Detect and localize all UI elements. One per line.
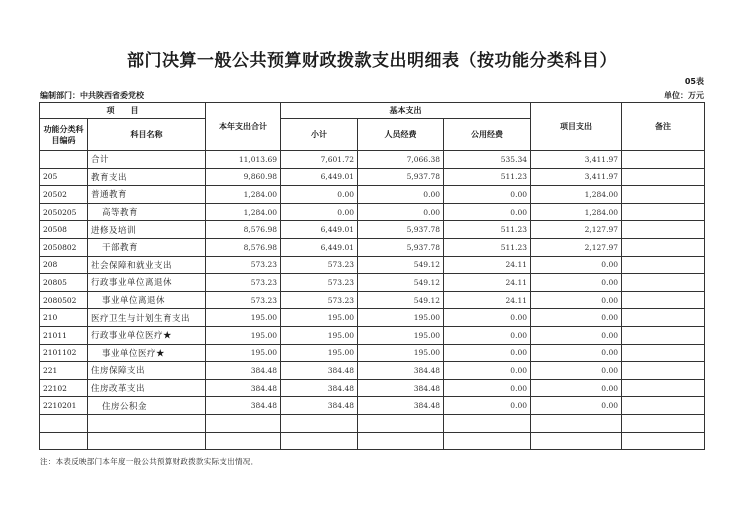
row-public: 535.34 (444, 151, 531, 169)
row-project-expenditure: 2,127.97 (531, 221, 622, 239)
row-name: 进修及培训 (88, 221, 206, 239)
row-subtotal: 195.00 (281, 309, 358, 327)
row-remarks (622, 151, 705, 169)
row-name: 社会保障和就业支出 (88, 256, 206, 274)
row-code: 205 (40, 168, 88, 186)
row-personnel: 7,066.38 (358, 151, 444, 169)
row-personnel: 5,937.78 (358, 221, 444, 239)
row-project-expenditure: 3,411.97 (531, 151, 622, 169)
row-public (444, 432, 531, 450)
row-project-expenditure (531, 432, 622, 450)
row-public: 0.00 (444, 397, 531, 415)
footnote: 注：本表反映部门本年度一般公共预算财政拨款实际支出情况． (40, 457, 259, 466)
row-project-expenditure: 1,284.00 (531, 203, 622, 221)
row-personnel: 384.48 (358, 397, 444, 415)
row-remarks (622, 238, 705, 256)
row-remarks (622, 379, 705, 397)
row-total: 1,284.00 (206, 186, 281, 204)
row-code: 208 (40, 256, 88, 274)
row-code (40, 414, 88, 432)
row-code: 2050802 (40, 238, 88, 256)
row-name: 住房保障支出 (88, 362, 206, 380)
row-personnel: 195.00 (358, 344, 444, 362)
row-total: 11,013.69 (206, 151, 281, 169)
row-total: 384.48 (206, 362, 281, 380)
row-public (444, 414, 531, 432)
row-project-expenditure: 0.00 (531, 291, 622, 309)
department-label: 编制部门：中共陕西省委党校 (40, 91, 144, 100)
row-project-expenditure: 1,284.00 (531, 186, 622, 204)
table-row (40, 291, 705, 309)
row-personnel: 0.00 (358, 186, 444, 204)
row-public: 0.00 (444, 326, 531, 344)
row-code: 2080502 (40, 291, 88, 309)
form-number: 05表 (684, 77, 704, 86)
row-project-expenditure: 0.00 (531, 326, 622, 344)
row-total: 1,284.00 (206, 203, 281, 221)
row-project-expenditure: 0.00 (531, 379, 622, 397)
row-code: 221 (40, 362, 88, 380)
table-row (40, 379, 705, 397)
table-row (40, 414, 705, 432)
header-subtotal: 小计 (281, 119, 358, 151)
row-public: 24.11 (444, 274, 531, 292)
header-public: 公用经费 (444, 119, 531, 151)
row-code: 20805 (40, 274, 88, 292)
row-project-expenditure: 3,411.97 (531, 168, 622, 186)
row-subtotal: 6,449.01 (281, 221, 358, 239)
row-remarks (622, 256, 705, 274)
table-row (40, 309, 705, 327)
row-personnel: 384.48 (358, 379, 444, 397)
row-public: 0.00 (444, 309, 531, 327)
row-total: 573.23 (206, 274, 281, 292)
table-row (40, 221, 705, 239)
row-project-expenditure (531, 414, 622, 432)
row-code: 2050205 (40, 203, 88, 221)
row-public: 511.23 (444, 168, 531, 186)
row-remarks (622, 291, 705, 309)
row-public: 0.00 (444, 186, 531, 204)
row-remarks (622, 344, 705, 362)
table-row (40, 362, 705, 380)
table-row (40, 397, 705, 415)
table-row (40, 344, 705, 362)
row-name: 住房改革支出 (88, 379, 206, 397)
row-code: 21011 (40, 326, 88, 344)
row-name (88, 432, 206, 450)
row-remarks (622, 168, 705, 186)
row-total: 9,860.98 (206, 168, 281, 186)
row-personnel: 195.00 (358, 326, 444, 344)
table-row (40, 326, 705, 344)
row-subtotal (281, 432, 358, 450)
row-subtotal: 195.00 (281, 326, 358, 344)
row-total: 8,576.98 (206, 221, 281, 239)
row-total: 384.48 (206, 397, 281, 415)
row-name: 普通教育 (88, 186, 206, 204)
row-project-expenditure: 0.00 (531, 362, 622, 380)
row-project-expenditure: 0.00 (531, 256, 622, 274)
row-personnel (358, 432, 444, 450)
row-project-expenditure: 0.00 (531, 274, 622, 292)
row-public: 511.23 (444, 221, 531, 239)
table-row (40, 238, 705, 256)
table-row (40, 256, 705, 274)
table-row (40, 151, 705, 169)
row-project-expenditure: 0.00 (531, 397, 622, 415)
table-row (40, 274, 705, 292)
row-personnel: 549.12 (358, 274, 444, 292)
header-total: 本年支出合计 (206, 103, 281, 151)
row-subtotal: 7,601.72 (281, 151, 358, 169)
row-remarks (622, 221, 705, 239)
row-name: 教育支出 (88, 168, 206, 186)
row-total: 384.48 (206, 379, 281, 397)
row-name: 干部教育 (88, 238, 206, 256)
row-subtotal: 573.23 (281, 274, 358, 292)
row-remarks (622, 274, 705, 292)
header-basic: 基本支出 (281, 103, 531, 119)
row-remarks (622, 432, 705, 450)
row-total: 195.00 (206, 344, 281, 362)
row-subtotal (281, 414, 358, 432)
row-subtotal: 573.23 (281, 256, 358, 274)
row-personnel: 195.00 (358, 309, 444, 327)
header-remarks: 备注 (622, 103, 705, 151)
expenditure-table (39, 102, 705, 450)
row-personnel: 5,937.78 (358, 238, 444, 256)
header-personnel: 人员经费 (358, 119, 444, 151)
row-total (206, 414, 281, 432)
row-name (88, 414, 206, 432)
row-public: 0.00 (444, 203, 531, 221)
row-code: 2210201 (40, 397, 88, 415)
row-remarks (622, 203, 705, 221)
page-title: 部门决算一般公共预算财政拨款支出明细表（按功能分类科目） (127, 51, 617, 71)
row-subtotal: 384.48 (281, 362, 358, 380)
row-code (40, 151, 88, 169)
row-personnel: 549.12 (358, 256, 444, 274)
row-total: 573.23 (206, 291, 281, 309)
row-personnel (358, 414, 444, 432)
row-subtotal: 6,449.01 (281, 168, 358, 186)
row-project-expenditure: 0.00 (531, 309, 622, 327)
header-project-expenditure: 项目支出 (531, 103, 622, 151)
row-public: 24.11 (444, 291, 531, 309)
table-row (40, 186, 705, 204)
row-code: 22102 (40, 379, 88, 397)
header-code: 功能分类科目编码 (40, 119, 88, 151)
row-name: 住房公积金 (88, 397, 206, 415)
row-name: 医疗卫生与计划生育支出 (88, 309, 206, 327)
row-code: 20502 (40, 186, 88, 204)
row-name: 高等教育 (88, 203, 206, 221)
row-personnel: 0.00 (358, 203, 444, 221)
row-code: 2101102 (40, 344, 88, 362)
row-remarks (622, 362, 705, 380)
row-public: 511.23 (444, 238, 531, 256)
table-row (40, 203, 705, 221)
row-public: 0.00 (444, 362, 531, 380)
row-code: 210 (40, 309, 88, 327)
row-total (206, 432, 281, 450)
row-code: 20508 (40, 221, 88, 239)
row-personnel: 5,937.78 (358, 168, 444, 186)
row-subtotal: 195.00 (281, 344, 358, 362)
row-subtotal: 0.00 (281, 203, 358, 221)
table-body (40, 151, 705, 450)
row-code (40, 432, 88, 450)
row-subtotal: 0.00 (281, 186, 358, 204)
row-name: 行政事业单位离退休 (88, 274, 206, 292)
row-subtotal: 573.23 (281, 291, 358, 309)
header-project: 项 目 (40, 103, 206, 119)
row-total: 195.00 (206, 309, 281, 327)
row-subtotal: 384.48 (281, 397, 358, 415)
row-project-expenditure: 0.00 (531, 344, 622, 362)
row-total: 8,576.98 (206, 238, 281, 256)
row-subtotal: 6,449.01 (281, 238, 358, 256)
row-remarks (622, 414, 705, 432)
row-name: 事业单位离退休 (88, 291, 206, 309)
row-public: 0.00 (444, 379, 531, 397)
row-remarks (622, 186, 705, 204)
row-public: 0.00 (444, 344, 531, 362)
row-name: 行政事业单位医疗★ (88, 326, 206, 344)
row-name: 事业单位医疗★ (88, 344, 206, 362)
row-remarks (622, 326, 705, 344)
row-personnel: 384.48 (358, 362, 444, 380)
row-total: 195.00 (206, 326, 281, 344)
header-name: 科目名称 (88, 119, 206, 151)
row-project-expenditure: 2,127.97 (531, 238, 622, 256)
row-personnel: 549.12 (358, 291, 444, 309)
row-total: 573.23 (206, 256, 281, 274)
row-public: 24.11 (444, 256, 531, 274)
table-row (40, 432, 705, 450)
table-row (40, 168, 705, 186)
row-remarks (622, 309, 705, 327)
row-subtotal: 384.48 (281, 379, 358, 397)
row-remarks (622, 397, 705, 415)
row-name: 合计 (88, 151, 206, 169)
unit-label: 单位：万元 (664, 91, 704, 100)
